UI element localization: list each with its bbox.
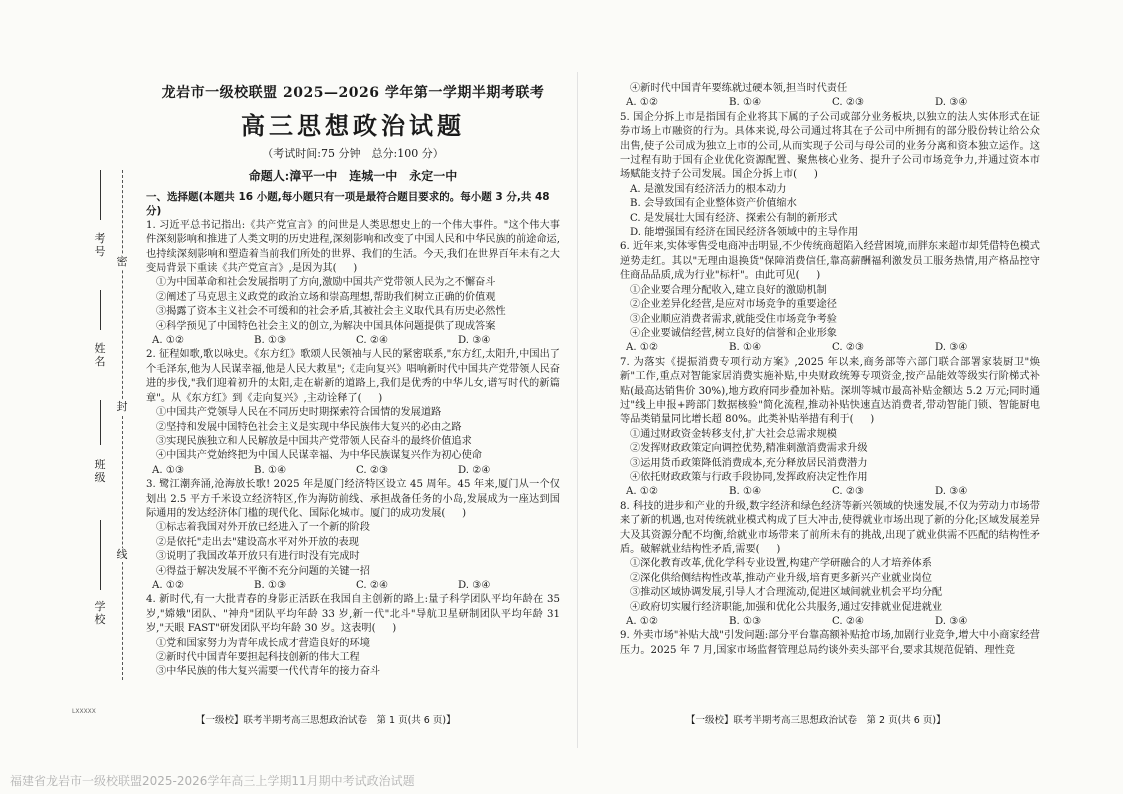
right-column <box>620 82 1040 658</box>
question-option: ④政府切实履行经济职能,加强和优化公共服务,通过安排就业促进就业 <box>630 601 943 613</box>
answer-choice: C. ②③ <box>832 97 865 109</box>
class-label: 班级 <box>94 458 106 484</box>
question-option: ③运用货币政策降低消费成本,充分释放居民消费潜力 <box>630 457 868 469</box>
question-option: ③推动区域协调发展,引导人才合理流动,促进区域间就业机会平均分配 <box>630 587 943 599</box>
answer-choice: C. ②④ <box>356 335 389 347</box>
answer-choice: A. ①② <box>626 342 659 354</box>
question-option: ④科学预见了中国特色社会主义的创立,为解决中国具体问题提供了现成答案 <box>156 320 496 332</box>
answer-choice: C. ②③ <box>356 464 389 476</box>
answer-choice: B. ①③ <box>729 616 762 628</box>
answer-choice: C. ②③ <box>832 342 865 354</box>
question-option: ②深化供给侧结构性改革,推动产业升级,培育更多新兴产业就业岗位 <box>630 572 932 584</box>
question-option: ③揭露了资本主义社会不可缓和的社会矛盾,其被社会主义取代具有历史必然性 <box>156 306 506 318</box>
question-option: ①深化教育改革,优化学科专业设置,构建产学研融合的人才培养体系 <box>630 558 932 570</box>
answer-choice: D. ③④ <box>458 579 491 591</box>
corner-mark: LXXXXX <box>72 708 96 715</box>
footer-right: 【一级校】联考半期考高三思想政治试卷 第 2 页(共 6 页)】 <box>686 715 946 726</box>
question-text: 6. 近年来,实体零售受电商冲击明显,不少传统商超陷入经营困境,而胖东来超市却凭借特色模式逆势走红。其以"无理由退换货"保障消费信任,靠高薪酬福利激发员工服务热情,用产格品控守住商品品质,成为行业"标杆"。由此可见( ) <box>620 241 1040 282</box>
answer-choices <box>626 341 1040 355</box>
question-option: ①通过财政资金转移支付,扩大社会总需求规模 <box>630 428 837 440</box>
question-text: 7. 为落实《提振消费专项行动方案》,2025 年以来,商务部等六部门联合部署家装厨卫"焕新"工作,重点对智能家居消费实施补贴,中央财政统筹专项资金,按产品能效等级实行阶梯式补贴(最高达销售价 30%),地方政府同步叠加补贴。深圳等城市最高补贴金额达 5.2 万元;同时通过"线上申报+跨部门数据核验"简化流程,推动补贴快速直达消费者,带动智能门锁、智能厨电等品类销量同比增长超 80%。此类补贴举措有利于( ) <box>620 356 1040 426</box>
question-option: ③企业顺应消费者需求,就能受住市场竞争考验 <box>630 313 837 325</box>
question-text: 9. 外卖市场"补贴大战"引发问题:部分平台靠高额补贴抢市场,加剧行业竞争,增大中小商家经营压力。2025 年 7 月,国家市场监督管理总局约谈外卖头部平台,要求其规范促销、理性竞 <box>620 630 1040 656</box>
question-option: ①中国共产党领导人民在不同历史时期探索符合国情的发展道路 <box>156 407 442 419</box>
exam-meta: （考试时间:75 分钟 总分:100 分） <box>262 147 444 160</box>
answer-choice: A. ①② <box>152 579 185 591</box>
answer-choice: D. ③④ <box>935 97 968 109</box>
exam-title: 龙岩市一级校联盟 2025—2026 学年第一学期半期考联考 <box>161 85 545 101</box>
seal-line <box>122 170 123 680</box>
question-option: ②坚持和发展中国特色社会主义是实现中华民族伟大复兴的必由之路 <box>156 421 462 433</box>
answer-choice: D. ②④ <box>458 464 491 476</box>
name-label: 姓名 <box>94 342 106 368</box>
answer-choice: B. ①④ <box>729 486 762 498</box>
question-option: ③中华民族的伟大复兴需要一代代青年的接力奋斗 <box>156 666 381 678</box>
seal-char-mi: 密 <box>116 255 128 268</box>
section-heading: 一、选择题(本题共 16 小题,每小题只有一项是最符合题目要求的。每小题 3 分,共 48 分) <box>146 191 550 218</box>
question-option: ②是依托"走出去"建设高水平对外开放的表现 <box>156 536 359 548</box>
answer-choices <box>626 615 1040 629</box>
answer-choice: C. ②④ <box>356 579 389 591</box>
question-option: ④企业要诚信经营,树立良好的信誉和企业形象 <box>630 327 837 339</box>
answer-choice: C. ②④ <box>832 616 865 628</box>
question-option: ②企业差异化经营,是应对市场竞争的重要途径 <box>630 299 837 311</box>
answer-choice: A. ①② <box>626 97 659 109</box>
answer-choice: D. ③④ <box>935 486 968 498</box>
answer-choice: D. ③④ <box>458 335 491 347</box>
answer-choice: A. ①② <box>626 616 659 628</box>
answer-choice: B. ①④ <box>729 97 762 109</box>
seal-char-feng: 封 <box>116 400 128 413</box>
answer-choice: B. ①③ <box>254 335 287 347</box>
answer-choice: B. ①④ <box>729 342 762 354</box>
question-option: ③说明了我国改革开放只有进行时没有完成时 <box>156 551 360 563</box>
question-option: D. 能增强国有经济在国民经济各领域中的主导作用 <box>630 227 859 239</box>
answer-choices <box>152 464 560 478</box>
answer-choice: D. ③④ <box>935 616 968 628</box>
answer-choices <box>152 334 560 348</box>
question-text: 3. 鹭江潮奔涌,沧海放长歌! 2025 年是厦门经济特区设立 45 周年。45 年来,厦门从一个仅划出 2.5 平方千米设立经济特区,作为海防前线、承担战备任务的小岛,发展成为一座达到国际通用的发达经济体门槛的现代化、国际化城市。厦门的成功发展( ) <box>146 479 560 519</box>
left-column <box>146 82 560 680</box>
answer-choice: B. ①③ <box>254 579 287 591</box>
question-option: ③实现民族独立和人民解放是中国共产党带领人民奋斗的最终价值追求 <box>156 435 472 447</box>
question-text: 1. 习近平总书记指出:《共产党宣言》的问世是人类思想史上的一个伟大事件。"这个伟大事件深刻影响和推进了人类文明的历史进程,深刻影响和改变了中国人民和中华民族的前途命运,也持续深刻影响和塑造着当前我们所处的世界、我们的生活。今天,我们在世界百年未有之大变局背景下重读《共产党宣言》,是因为其( ) <box>146 219 560 275</box>
answer-choice: C. ②③ <box>832 486 865 498</box>
name-blank <box>100 290 101 330</box>
page-fold <box>577 72 578 748</box>
question-option: C. 是发展壮大国有经济、探索公有制的新形式 <box>630 212 838 224</box>
watermark-caption: 福建省龙岩市一级校联盟2025-2026学年高三上学期11月期中考试政治试题 <box>10 774 415 788</box>
exam-no-blank <box>100 170 101 220</box>
seal-char-xian: 线 <box>116 548 128 561</box>
question-option: ①党和国家努力为青年成长成才营造良好的环境 <box>156 637 370 649</box>
answer-choice: A. ①③ <box>152 464 185 476</box>
subject-title: 高三思想政治试题 <box>241 111 465 140</box>
answer-choice: A. ①② <box>626 486 659 498</box>
question-option: ④依托财政政策与行政手段协同,发挥政府决定性作用 <box>630 471 868 483</box>
question-option: B. 会导致国有企业整体资产价值缩水 <box>630 198 797 210</box>
question-text: 5. 国企分拆上市是指国有企业将其下属的子公司或部分业务板块,以独立的法人实体形式在证券市场上市融资的行为。具体来说,母公司通过将其在子公司中所拥有的部分股份转让给公众出售,使子公司成为独立上市的公司,从而实现子公司与母公司的业务分离和资本独立运作。这一过程有助于国有企业优化资源配置、聚焦核心业务、提升子公司市场竞争力,并通过资本市场赋能支持子公司发展。国企分拆上市( ) <box>620 111 1040 181</box>
answer-choices <box>152 579 560 593</box>
exam-no-label: 考号 <box>94 232 106 258</box>
question-option: ④新时代中国青年要练就过硬本领,担当时代责任 <box>630 83 848 94</box>
class-blank <box>100 400 101 445</box>
question-option: ④得益于解决发展不平衡不充分问题的关键一招 <box>156 565 370 577</box>
question-text: 2. 征程如歌,歌以咏史。《东方红》歌颂人民领袖与人民的紧密联系,"东方红,太阳升,中国出了个毛泽东,他为人民谋幸福,他是人民大救星";《走向复兴》唱响新时代中国共产党带领人民奋进的步伐,"我们迎着初升的太阳,走在崭新的道路上,我们是优秀的中华儿女,谱写时代的新篇章"。从《东方红》到《走向复兴》,主动诠释了( ) <box>146 349 560 404</box>
question-option: ①标志着我国对外开放已经进入了一个新的阶段 <box>156 522 370 534</box>
question-text: 4. 新时代,有一大批青春的身影正活跃在我国自主创新的路上:量子科学团队平均年龄在 35 岁,"嫦娥"团队、"神舟"团队平均年龄 33 岁,新一代"北斗"导航卫星研制团队平均年龄 31 岁,"天眼 FAST"研发团队平均年龄 30 岁。这表明( ) <box>146 594 560 635</box>
question-option: ②发挥财政政策定向调控优势,精准刺激消费需求升级 <box>630 443 868 455</box>
question-option: ②新时代中国青年要担起科技创新的伟大工程 <box>156 652 360 663</box>
answer-choice: B. ①④ <box>254 464 287 476</box>
answer-choices <box>626 485 1040 499</box>
question-text: 8. 科技的进步和产业的升级,数字经济和绿色经济等新兴领域的快速发展,不仅为劳动力市场带来了新的机遇,也对传统就业模式构成了巨大冲击,使得就业市场出现了新的分化;区域发展差异大及其资源分配不均衡,给就业市场带来了前所未有的挑战,出现了就业供需不匹配的结构性矛盾。破解就业结构性矛盾,需要( ) <box>620 500 1040 555</box>
exam-authors: 命题人:漳平一中 连城一中 永定一中 <box>248 169 458 183</box>
school-label: 学校 <box>94 600 106 626</box>
question-option: ①为中国革命和社会发展指明了方向,激励中国共产党带领人民为之不懈奋斗 <box>156 277 496 289</box>
footer-left: 【一级校】联考半期考高三思想政治试卷 第 1 页(共 6 页)】 <box>196 715 456 726</box>
answer-choice: A. ①② <box>152 335 185 347</box>
answer-choices <box>626 96 1040 110</box>
school-blank <box>100 520 101 590</box>
question-option: A. 是激发国有经济活力的根本动力 <box>630 183 787 195</box>
question-option: ④中国共产党始终把为中国人民谋幸福、为中华民族谋复兴作为初心使命 <box>156 450 482 462</box>
question-option: ①企业要合理分配收入,建立良好的激励机制 <box>630 284 827 296</box>
answer-choice: D. ③④ <box>935 342 968 354</box>
question-option: ②阐述了马克思主义政党的政治立场和崇高理想,帮助我们树立正确的价值观 <box>156 291 496 303</box>
